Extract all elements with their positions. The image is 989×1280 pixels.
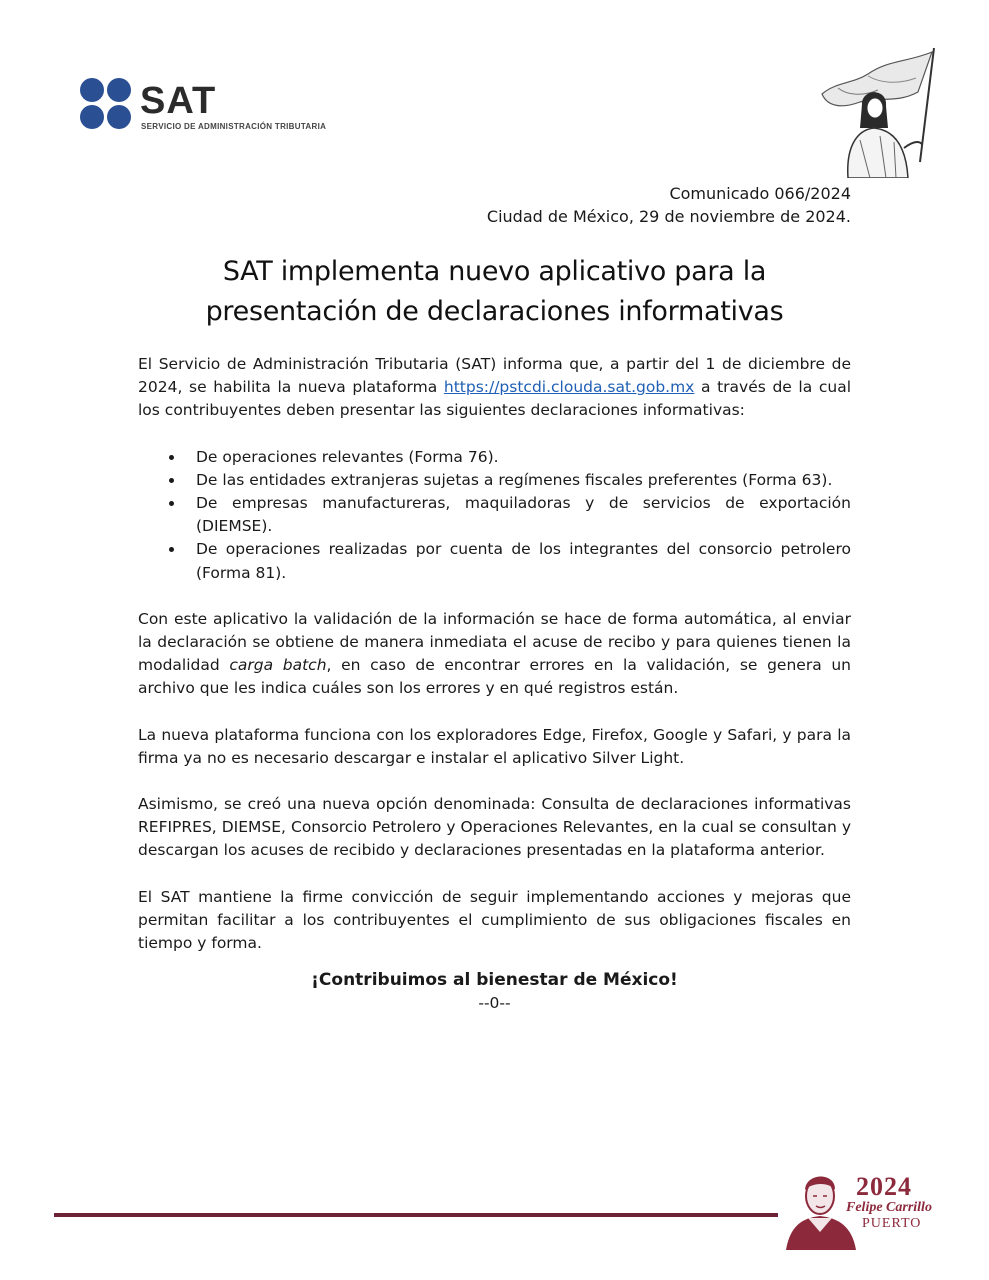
felipe-carrillo-puerto-logo: [780, 1160, 950, 1250]
sat-logo-word: SAT: [140, 80, 217, 122]
carga-batch-term: carga batch: [229, 656, 327, 675]
consulta-paragraph: Asimismo, se creó una nueva opción denominada: Consulta de declaraciones informativas REFIPRES, DIEMSE, Consorcio Petrolero y Operaciones Relevantes, en la cual se consultan y descargan los acuses de recibido y declaraciones presentadas en la plataforma anterior.: [138, 795, 851, 860]
intro-paragraph: [138, 353, 851, 423]
woman-with-flag-emblem-icon: [808, 44, 938, 178]
intro-text-end: a través de la cual los contribuyentes deben presentar las siguientes declaraciones informativas:: [138, 378, 852, 420]
footer-divider: [54, 1213, 778, 1217]
intro-text-start: El Servicio de Administración Tributaria (SAT) informa que, a partir del 1 de diciembre de 2024, se habilita la nueva plataforma: [138, 355, 851, 397]
sat-dots-icon: [80, 78, 134, 132]
slogan: ¡Contribuimos al bienestar de México!: [311, 970, 678, 991]
sat-logo: [80, 78, 340, 138]
footer-year: 2024: [856, 1172, 912, 1201]
platform-link[interactable]: https://pstcdi.clouda.sat.gob.mx: [443, 378, 695, 397]
communique-meta: [487, 182, 851, 228]
validation-paragraph: [138, 608, 851, 701]
page-title: [138, 252, 851, 332]
title-line-2: presentación de declaraciones informativas: [205, 296, 784, 327]
sat-logo-subtitle: SERVICIO DE ADMINISTRACIÓN TRIBUTARIA: [141, 122, 327, 131]
list-item: De operaciones realizadas por cuenta de los integrantes del consorcio petrolero (Forma 81).: [138, 538, 851, 584]
closing-mark: --0--: [478, 994, 511, 1013]
footer-name: Felipe Carrillo: [846, 1200, 932, 1215]
validation-text-end: , en caso de encontrar errores en la validación, se genera un archivo que les indica cuáles son los errores y en qué registros están.: [138, 656, 851, 698]
title-line-1: SAT implementa nuevo aplicativo para la: [222, 256, 767, 287]
list-item: De operaciones relevantes (Forma 76).: [138, 446, 851, 469]
footer-surname: PUERTO: [862, 1216, 922, 1231]
article-body: [138, 353, 851, 1016]
browsers-paragraph: La nueva plataforma funciona con los exploradores Edge, Firefox, Google y Safari, y para la firma ya no es necesario descargar e instalar el aplicativo Silver Light.: [138, 725, 851, 767]
list-item: De las entidades extranjeras sujetas a regímenes fiscales preferentes (Forma 63).: [138, 469, 851, 492]
validation-text-start: Con este aplicativo la validación de la información se hace de forma automática, al enviar la declaración se obtiene de manera inmediata el acuse de recibo y para quienes tienen la modalidad: [138, 609, 851, 675]
commitment-paragraph: El SAT mantiene la firme convicción de seguir implementando acciones y mejoras que permitan facilitar a los contribuyentes el cumplimiento de sus obligaciones fiscales en tiempo y forma.: [138, 887, 851, 953]
place-date: Ciudad de México, 29 de noviembre de 2024.: [486, 207, 851, 226]
declarations-list: [138, 446, 851, 585]
list-item: De empresas manufactureras, maquiladoras y de servicios de exportación (DIEMSE).: [138, 492, 851, 538]
communique-number: Comunicado 066/2024: [669, 184, 851, 203]
